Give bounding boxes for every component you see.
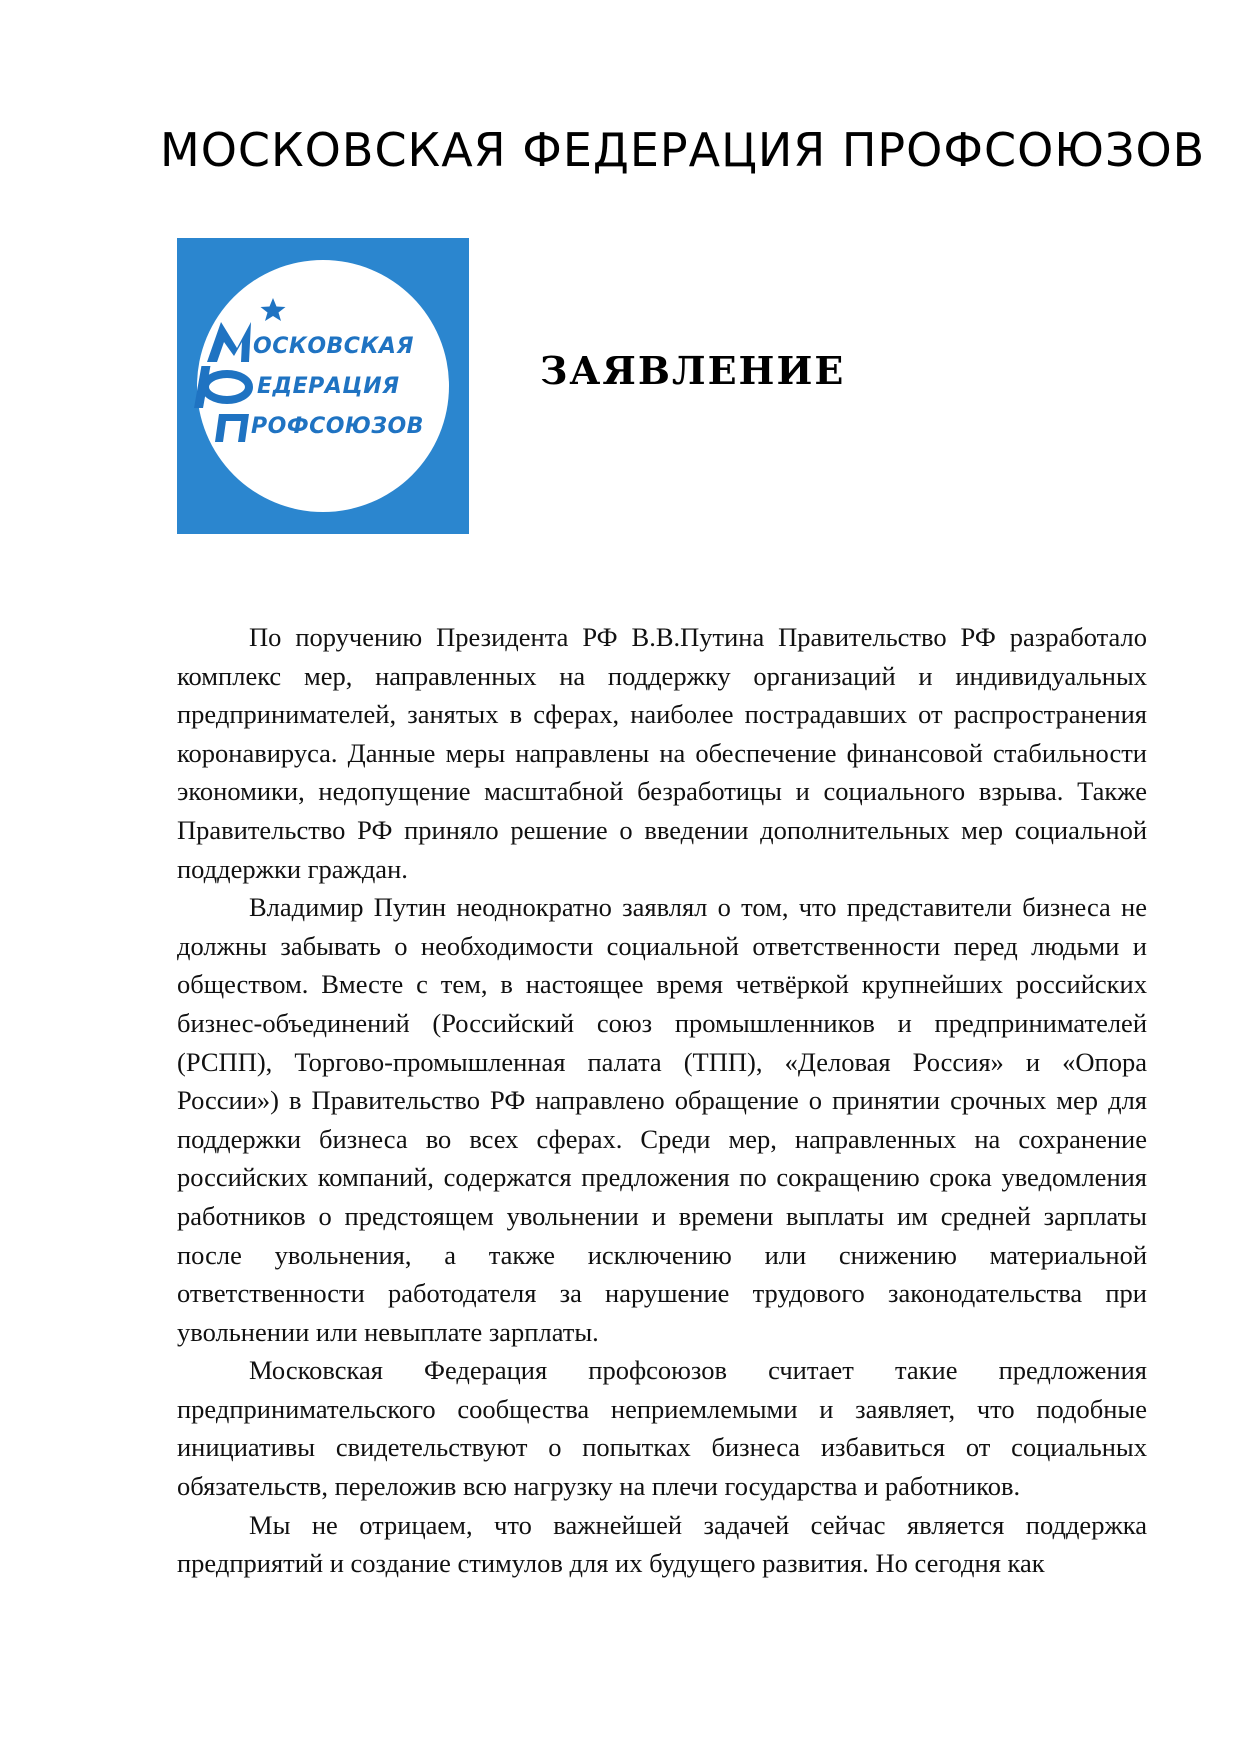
star-icon xyxy=(261,298,286,321)
paragraph-2: Владимир Путин неоднократно заявлял о том, что представители бизнеса не должны забывать о необходимости социальной ответственности перед людьми и обществом. Вместе с тем, в настоящее время четвёркой крупнейших российских бизнес-объединений (Российский союз промышленников и предпринимателей (РСПП), Торгово-промышленная палата (ТПП), «Деловая Россия» и «Опора России») в Правительство РФ направлено обращение о принятии срочных мер для поддержки бизнеса во всех сферах. Среди мер, направленных на сохранение российских компаний, содержатся предложения по сокращению срока уведомления работников о предстоящем увольнении и времени выплаты им средней зарплаты после увольнения, а также исключению или снижению материальной ответственности работодателя за нарушение трудового законодательства при увольнении или невыплате зарплаты. xyxy=(177,892,1147,1347)
logo-letter-p xyxy=(215,414,249,442)
paragraph-4: Мы не отрицаем, что важнейшей задачей сейчас является поддержка предприятий и создание стимулов для их будущего развития. Но сегодня как xyxy=(177,1509,1147,1579)
logo-line-1: ОСКОВСКАЯ xyxy=(253,334,414,359)
document-body xyxy=(177,618,1147,1583)
organization-title: МОСКОВСКАЯ ФЕДЕРАЦИЯ ПРОФСОЮЗОВ xyxy=(160,123,1206,177)
logo-line-2: ЕДЕРАЦИЯ xyxy=(257,374,400,399)
logo-letter-m xyxy=(207,322,251,362)
document-heading: ЗАЯВЛЕНИЕ xyxy=(540,348,846,393)
paragraph-1: По поручению Президента РФ В.В.Путина Правительство РФ разработало комплекс мер, направленных на поддержку организаций и индивидуальных предпринимателей, занятых в сферах, наиболее пострадавших от распространения коронавируса. Данные меры направлены на обеспечение финансовой стабильности экономики, недопущение масштабной безработицы и социального взрыва. Также Правительство РФ приняло решение о введении дополнительных мер социальной поддержки граждан. xyxy=(177,622,1147,884)
logo-line-3: РОФСОЮЗОВ xyxy=(251,414,424,439)
logo-letter-f xyxy=(194,366,249,408)
paragraph-3: Московская Федерация профсоюзов считает такие предложения предпринимательского сообщества неприемлемыми и заявляет, что подобные инициативы свидетельствуют о попытках бизнеса избавиться от социальных обязательств, переложив всю нагрузку на плечи государства и работников. xyxy=(177,1355,1147,1502)
mfp-logo xyxy=(177,238,469,534)
